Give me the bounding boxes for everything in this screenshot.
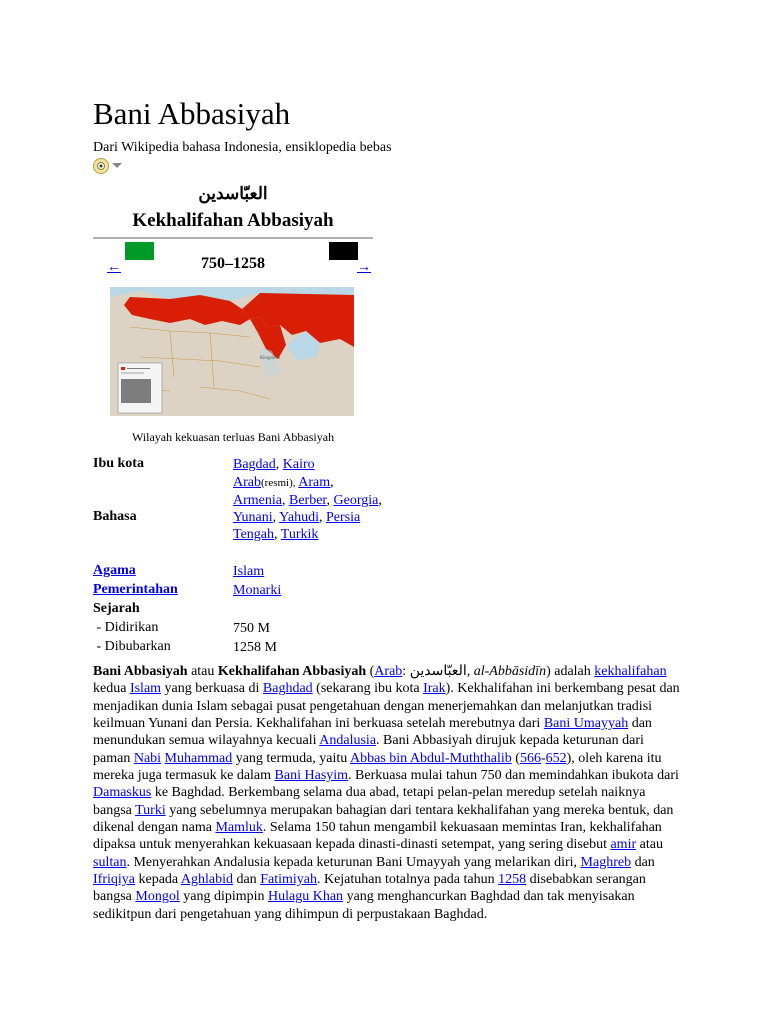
article-text: : العبّاسدين, [402,664,474,679]
language-link[interactable]: Aram [298,475,331,490]
religion-label-link[interactable]: Agama [93,563,136,578]
language-link[interactable]: Yunani [233,510,273,525]
article-text: kedua [93,681,130,697]
article-link[interactable]: Nabi [133,750,162,766]
article-text: . Kejatuhan totalnya pada tahun [316,872,499,888]
article-link[interactable]: Turki [135,802,166,818]
language-link[interactable]: Persia Tengah [233,510,361,542]
government-label-link[interactable]: Pemerintahan [93,582,178,597]
article-link[interactable]: Islam [129,681,162,697]
article-text: dan [631,854,655,870]
article-text: yang menghancurkan Baghdad dan tak menyisakan sedikitpun dari pengetahuan yang dihimpun di perpustakaan Baghdad. [93,889,635,922]
language-separator: , [272,510,280,525]
article-italic-text: al-Abbāsidīn [473,664,547,679]
founded-label: - Didirikan [93,620,159,635]
language-link[interactable]: Yahudi [279,510,319,525]
previous-state-arrow[interactable]: ← [107,260,121,275]
article-text: ) adalah [546,664,595,679]
article-link[interactable]: 652 [545,750,567,766]
government-value-link[interactable]: Monarki [233,583,282,598]
article-text: yang sebelumnya merupakan bahagian dari tentara kekhalifahan yang mereka bentuk, dan dikenal dengan nama [93,802,674,836]
language-separator: , [326,493,334,508]
article-link[interactable]: 566 [519,750,541,766]
article-link[interactable]: Maghreb [580,854,632,870]
language-separator: , [274,527,281,542]
language-separator: , [330,475,334,490]
article-bold-text: Bani Abbasiyah [93,664,188,679]
article-text: . Berkuasa mulai tahun 750 dan memindahkan ibukota dari [348,768,679,784]
article-link[interactable]: Fatimiyah [260,872,317,888]
article-text: disebabkan serangan bangsa [93,872,646,905]
language-label: Bahasa [93,509,137,524]
next-state-arrow[interactable]: → [357,260,371,275]
article-body [93,663,683,923]
article-link[interactable]: Bani Umayyah [543,716,629,732]
article-text: ( [511,750,520,766]
article-link[interactable]: amir [610,837,637,853]
infobox-name: Kekhalifahan Abbasiyah [132,210,334,231]
page-title: Bani Abbasiyah [93,96,291,131]
language-link[interactable]: Georgia [333,493,379,508]
article-link[interactable]: Mongol [135,889,180,905]
capital-link-bagdad[interactable]: Bagdad [233,457,276,472]
article-link[interactable]: Andalusia [319,733,377,749]
page-subtitle: Dari Wikipedia bahasa Indonesia, ensiklopedia bebas [93,140,392,155]
article-text: yang termuda, yaitu [232,750,351,766]
founded-value: 750 M [233,621,270,636]
article-link[interactable]: kekhalifahan [594,664,667,679]
article-text: yang berkuasa di [161,681,263,697]
article-link[interactable]: 1258 [498,872,527,888]
infobox-arabic-name: العبّاسدين [198,184,268,203]
article-text: . Bani Abbasiyah dirujuk kepada keturunan dari paman [93,733,644,766]
language-separator: , [378,493,382,508]
territory-map[interactable] [110,287,354,416]
article-text: dan [232,872,261,888]
article-link[interactable]: Baghdad [262,681,313,697]
article-text: kepada [134,872,181,888]
article-link[interactable]: Muhammad [164,750,233,766]
infobox-years: 750–1258 [201,255,265,272]
article-text: dan menundukan semua wilayahnya kecuali [93,716,652,749]
article-text: yang dipimpin [179,889,269,905]
article-text: atau [636,837,663,853]
article-link[interactable]: sultan [93,854,127,870]
article-link[interactable]: Mamluk [215,820,263,836]
language-value [233,474,383,543]
language-link[interactable]: Armenia [233,493,282,508]
article-text: - [540,750,546,766]
article-text: (sekarang ibu kota [312,681,424,697]
capital-value: Bagdad, Kairo [233,457,315,472]
capital-link-kairo[interactable]: Kairo [282,457,315,472]
article-bold-text: Kekhalifahan Abbasiyah [217,664,367,679]
dissolved-value: 1258 M [233,640,277,655]
article-text: atau [187,664,218,679]
article-link[interactable]: Aghlabid [180,872,233,888]
religion-value-link[interactable]: Islam [233,564,265,579]
language-link[interactable]: Berber [288,493,327,508]
infobox [93,183,373,284]
article-text: . Menyerahkan Andalusia kepada keturunan Bani Umayyah yang melarikan diri, [126,854,581,870]
article-link[interactable]: Abbas bin Abdul-Muththalib [350,750,512,766]
article-link[interactable]: Damaskus [93,785,152,801]
listen-audio-icon[interactable] [92,157,132,175]
capital-label: Ibu kota [93,456,144,471]
infobox-succession-row [93,239,373,284]
article-text: ke Baghdad. Berkembang selama dua abad, tetapi pelan-pelan meredup setelah naiknya bangsa [93,785,646,818]
article-link[interactable]: Arab [374,664,403,679]
svg-text:Kingdom: Kingdom [260,356,280,361]
article-text: ). Kekhalifahan ini berkembang pesat dan menjadikan dunia Islam sebagai pusat pengetahuan dengan menerjemahkan dan melanjutkan tradisi keilmuan Yunani dan Persia. Kekhalifahan ini berkuasa setelah merebutnya dari [93,681,680,732]
language-separator: , [281,493,289,508]
language-separator: , [318,510,326,525]
article-link[interactable]: Ifriqiya [93,872,135,888]
next-state-flag[interactable] [329,242,358,260]
article-link[interactable]: Irak [423,681,446,697]
language-separator: (resmi), [261,477,299,489]
language-link[interactable]: Arab [233,475,261,490]
article-text: ( [366,664,375,679]
article-text: . Selama 150 tahun mengambil kekuasaan memintas Iran, kekhalifahan dipaksa untuk menyerahkan kekuasaan kepada dinasti-dinasti setempat, yang sering disebut [93,820,662,853]
history-label: Sejarah [93,601,140,616]
map-caption: Wilayah kekuasan terluas Bani Abbasiyah [131,430,335,444]
language-link[interactable]: Turkik [280,527,319,542]
dissolved-label: - Dibubarkan [93,639,171,654]
article-link[interactable]: Hulagu Khan [268,889,344,905]
article-text: ), oleh karena itu mereka juga termasuk ke dalam [93,750,662,784]
article-link[interactable]: Bani Hasyim [274,768,349,784]
